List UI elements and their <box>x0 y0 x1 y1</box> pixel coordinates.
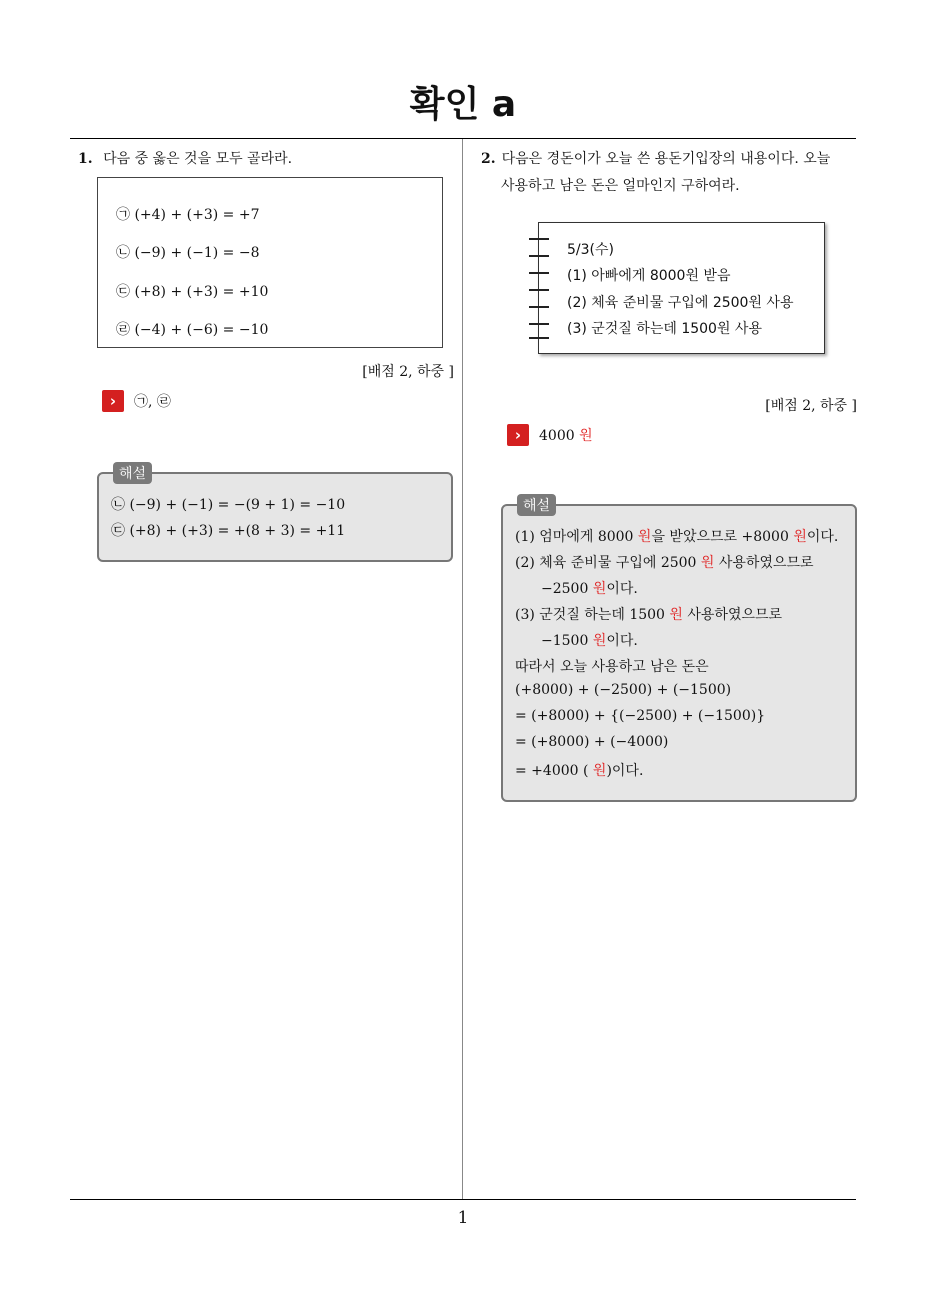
solution-line: = +4000 ( 원)이다. <box>515 763 644 779</box>
question-number: 1. <box>78 151 93 167</box>
choice-1: ㉠ (+4) + (+3) = +7 <box>116 207 260 223</box>
answer-text: ㉠, ㉣ <box>134 394 171 410</box>
answer-unit: 원 <box>579 428 593 444</box>
bottom-rule <box>70 1199 856 1200</box>
solution-label: 해설 <box>517 494 556 516</box>
binder-ring <box>529 337 549 339</box>
question-2 <box>481 146 861 200</box>
top-rule <box>70 138 856 139</box>
question-text: 다음 중 옳은 것을 모두 골라라. <box>103 151 293 167</box>
answer-arrow-icon: › <box>102 390 124 412</box>
solution-line: ㉢ (+8) + (+3) = +(8 + 3) = +11 <box>111 523 346 539</box>
diary-date: 5/3(수) <box>567 242 614 258</box>
answer-arrow-icon: › <box>507 424 529 446</box>
choices-box <box>97 177 443 348</box>
answer-value: 4000 <box>539 428 575 444</box>
binder-ring <box>529 255 549 257</box>
solution-line: ㉡ (−9) + (−1) = −(9 + 1) = −10 <box>111 497 346 513</box>
solution-line: (2) 체육 준비물 구입에 2500 원 사용하였으므로 <box>515 555 814 571</box>
choice-3: ㉢ (+8) + (+3) = +10 <box>116 284 269 300</box>
solution-line: (3) 군것질 하는데 1500 원 사용하였으므로 <box>515 607 783 623</box>
question-text-line2: 사용하고 남은 돈은 얼마인지 구하여라. <box>501 178 740 194</box>
page-title: 확인 a <box>409 84 517 125</box>
binder-ring <box>529 323 549 325</box>
solution-line: (1) 엄마에게 8000 원을 받았으므로 +8000 원이다. <box>515 529 839 545</box>
answer-row <box>507 424 593 446</box>
binder-ring <box>529 238 549 240</box>
answer-row <box>102 390 171 412</box>
binder-ring <box>529 306 549 308</box>
solution-line: −2500 원이다. <box>541 581 638 597</box>
binder-ring <box>529 289 549 291</box>
solution-label: 해설 <box>113 462 152 484</box>
diary-entry: (2) 체육 준비물 구입에 2500원 사용 <box>567 295 794 311</box>
choice-2: ㉡ (−9) + (−1) = −8 <box>116 245 260 261</box>
solution-line: 따라서 오늘 사용하고 남은 돈은 <box>515 659 709 675</box>
question-text-line1: 다음은 경돈이가 오늘 쓴 용돈기입장의 내용이다. 오늘 <box>501 151 831 167</box>
score-label: [배점 2, 하중 ] <box>765 398 857 414</box>
solution-line: (+8000) + (−2500) + (−1500) <box>515 682 732 698</box>
choice-4: ㉣ (−4) + (−6) = −10 <box>116 322 269 338</box>
binder-ring <box>529 272 549 274</box>
diary-entry: (1) 아빠에게 8000원 받음 <box>567 268 731 284</box>
score-label: [배점 2, 하중 ] <box>362 364 454 380</box>
allowance-diary <box>538 222 825 354</box>
page-number: 1 <box>457 1208 469 1228</box>
question-1 <box>78 146 458 173</box>
solution-box <box>501 498 857 802</box>
question-number: 2. <box>481 151 496 167</box>
solution-line: = (+8000) + {(−2500) + (−1500)} <box>515 708 766 724</box>
solution-line: −1500 원이다. <box>541 633 638 649</box>
solution-box <box>97 466 453 562</box>
solution-line: = (+8000) + (−4000) <box>515 734 669 750</box>
column-divider <box>462 139 463 1199</box>
diary-entry: (3) 군것질 하는데 1500원 사용 <box>567 321 762 337</box>
